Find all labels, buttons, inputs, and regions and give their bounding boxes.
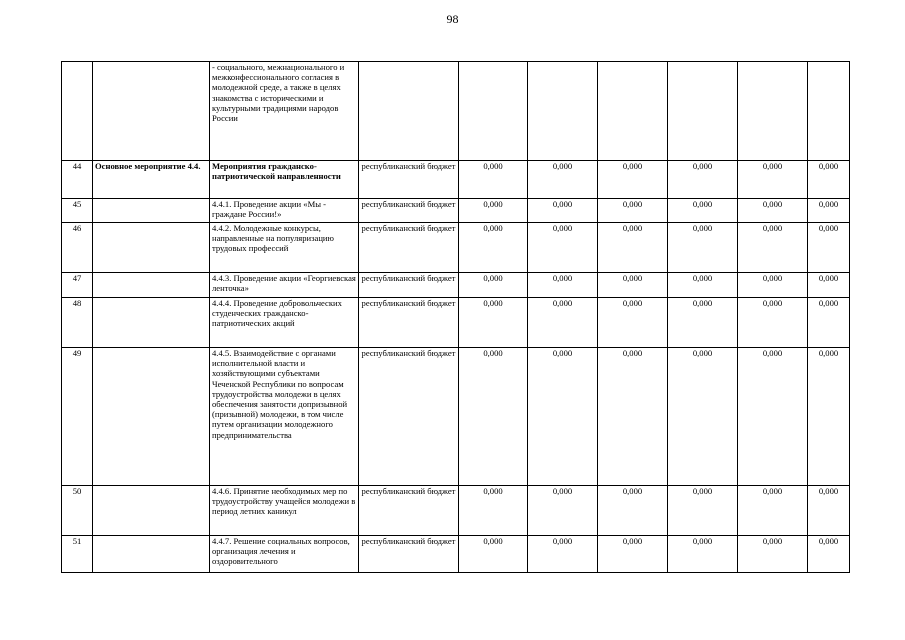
row-number-cell: 49	[62, 348, 93, 486]
row-status-cell: Основное мероприятие 4.4.	[93, 161, 210, 199]
row-number-cell: 45	[62, 199, 93, 223]
row-name-cell: - социального, межнационального и межконфессионального согласия в молодежной среде, а также в целях знакомства с историческими и культурными традициями народов России	[210, 62, 359, 161]
row-name-cell: 4.4.7. Решение социальных вопросов, организация лечения и оздоровительного	[210, 536, 359, 573]
row-status-cell	[93, 223, 210, 273]
row-value-cell: 0,000	[738, 348, 808, 486]
row-name-cell: 4.4.2. Молодежные конкурсы, направленные на популяризацию трудовых профессий	[210, 223, 359, 273]
row-value-cell: 0,000	[598, 223, 668, 273]
row-value-cell: 0,000	[528, 348, 598, 486]
row-source-cell: республиканский бюджет	[359, 486, 459, 536]
row-value-cell: 0,000	[598, 486, 668, 536]
row-value-cell: 0,000	[459, 199, 528, 223]
row-source-cell: республиканский бюджет	[359, 199, 459, 223]
row-value-cell: 0,000	[738, 536, 808, 573]
row-value-cell: 0,000	[598, 536, 668, 573]
row-value-cell	[459, 62, 528, 161]
table-row	[62, 223, 850, 273]
table-row	[62, 62, 850, 161]
row-value-cell: 0,000	[598, 348, 668, 486]
table-row	[62, 348, 850, 486]
row-value-cell: 0,000	[738, 199, 808, 223]
row-number-cell: 46	[62, 223, 93, 273]
row-status-cell	[93, 62, 210, 161]
row-value-cell: 0,000	[598, 199, 668, 223]
table-row	[62, 199, 850, 223]
row-value-cell: 0,000	[668, 161, 738, 199]
table-row	[62, 486, 850, 536]
row-status-cell	[93, 536, 210, 573]
row-value-cell: 0,000	[528, 486, 598, 536]
row-value-cell: 0,000	[738, 273, 808, 298]
row-number-cell: 50	[62, 486, 93, 536]
row-value-cell: 0,000	[808, 298, 850, 348]
row-value-cell: 0,000	[668, 199, 738, 223]
row-value-cell: 0,000	[528, 161, 598, 199]
row-value-cell: 0,000	[598, 161, 668, 199]
row-value-cell	[528, 62, 598, 161]
row-name-cell: 4.4.6. Принятие необходимых мер по трудоустройству учащейся молодежи в период летних каникул	[210, 486, 359, 536]
row-source-cell: республиканский бюджет	[359, 348, 459, 486]
row-number-cell: 47	[62, 273, 93, 298]
row-name-cell: 4.4.5. Взаимодействие с органами исполнительной власти и хозяйствующими субъектами Чеченской Республики по вопросам трудоустройства молодежи в целях обеспечения занятости допризывной (призывной) молодежи, в том числе путем организации молодежного предпринимательства	[210, 348, 359, 486]
row-value-cell: 0,000	[668, 273, 738, 298]
row-value-cell: 0,000	[808, 348, 850, 486]
row-status-cell	[93, 486, 210, 536]
row-value-cell: 0,000	[459, 536, 528, 573]
budget-table	[61, 61, 850, 573]
row-value-cell: 0,000	[459, 486, 528, 536]
row-value-cell: 0,000	[808, 223, 850, 273]
row-value-cell: 0,000	[668, 486, 738, 536]
row-value-cell	[668, 62, 738, 161]
row-value-cell: 0,000	[738, 223, 808, 273]
row-value-cell: 0,000	[598, 298, 668, 348]
row-value-cell: 0,000	[668, 348, 738, 486]
row-value-cell	[738, 62, 808, 161]
row-value-cell: 0,000	[459, 223, 528, 273]
row-number-cell: 51	[62, 536, 93, 573]
row-value-cell: 0,000	[459, 298, 528, 348]
row-number-cell	[62, 62, 93, 161]
row-value-cell	[808, 62, 850, 161]
row-value-cell: 0,000	[598, 273, 668, 298]
row-value-cell: 0,000	[808, 486, 850, 536]
row-value-cell: 0,000	[528, 536, 598, 573]
row-status-cell	[93, 348, 210, 486]
row-value-cell: 0,000	[528, 298, 598, 348]
table-row	[62, 273, 850, 298]
row-value-cell: 0,000	[459, 161, 528, 199]
row-value-cell: 0,000	[668, 536, 738, 573]
row-value-cell: 0,000	[668, 298, 738, 348]
page-number: 98	[446, 12, 459, 26]
row-value-cell: 0,000	[528, 223, 598, 273]
row-value-cell: 0,000	[808, 161, 850, 199]
row-number-cell: 44	[62, 161, 93, 199]
row-source-cell: республиканский бюджет	[359, 273, 459, 298]
row-name-cell: Мероприятия гражданско-патриотической направленности	[210, 161, 359, 199]
row-value-cell: 0,000	[808, 199, 850, 223]
row-value-cell: 0,000	[738, 161, 808, 199]
row-value-cell: 0,000	[808, 536, 850, 573]
row-value-cell: 0,000	[528, 199, 598, 223]
row-source-cell: республиканский бюджет	[359, 161, 459, 199]
row-source-cell	[359, 62, 459, 161]
row-source-cell: республиканский бюджет	[359, 536, 459, 573]
row-value-cell	[598, 62, 668, 161]
row-value-cell: 0,000	[459, 273, 528, 298]
table-row	[62, 161, 850, 199]
row-name-cell: 4.4.1. Проведение акции «Мы - граждане России!»	[210, 199, 359, 223]
row-status-cell	[93, 298, 210, 348]
row-value-cell: 0,000	[808, 273, 850, 298]
row-value-cell: 0,000	[668, 223, 738, 273]
row-value-cell: 0,000	[738, 298, 808, 348]
row-value-cell: 0,000	[459, 348, 528, 486]
row-source-cell: республиканский бюджет	[359, 223, 459, 273]
row-name-cell: 4.4.3. Проведение акции «Георгиевская ленточка»	[210, 273, 359, 298]
row-status-cell	[93, 199, 210, 223]
row-name-cell: 4.4.4. Проведение добровольческих студенческих гражданско-патриотических акций	[210, 298, 359, 348]
row-value-cell: 0,000	[738, 486, 808, 536]
row-number-cell: 48	[62, 298, 93, 348]
row-value-cell: 0,000	[528, 273, 598, 298]
table-row	[62, 536, 850, 573]
row-status-cell	[93, 273, 210, 298]
table-row	[62, 298, 850, 348]
row-source-cell: республиканский бюджет	[359, 298, 459, 348]
